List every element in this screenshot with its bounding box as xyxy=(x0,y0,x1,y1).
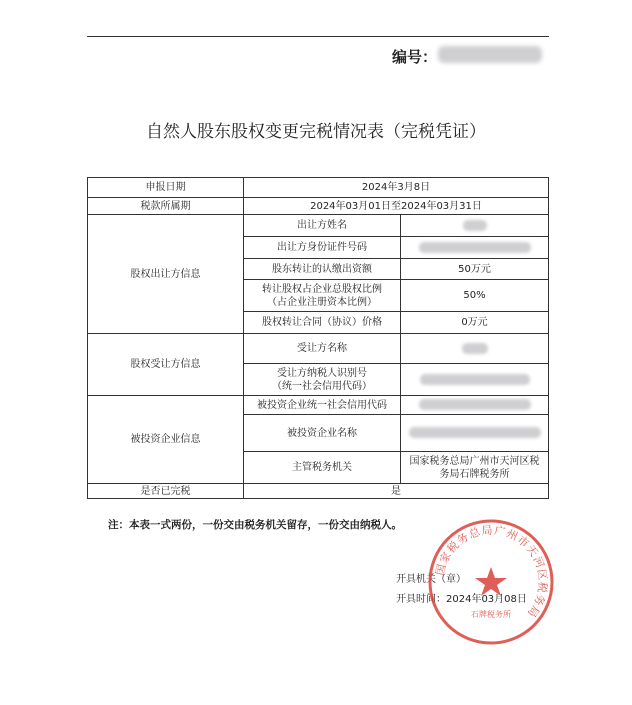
table-row xyxy=(88,215,549,237)
document-number-redacted xyxy=(438,46,542,63)
transferee-section-label: 股权受让方信息 xyxy=(88,334,244,396)
seal-inner-text: 石牌税务所 xyxy=(471,610,511,619)
transferee-tin-redacted xyxy=(401,364,549,396)
transferor-name-redacted xyxy=(401,215,549,237)
transferee-tin-label-line2: （统一社会信用代码） xyxy=(272,380,372,392)
invested-code-redacted xyxy=(401,396,549,415)
tax-period-label: 税款所属期 xyxy=(88,198,244,215)
invested-section-label: 被投资企业信息 xyxy=(88,396,244,484)
tax-period-value: 2024年03月01日至2024年03月31日 xyxy=(244,198,549,215)
official-seal-stamp xyxy=(426,517,556,647)
price-value: 0万元 xyxy=(401,312,549,334)
transferee-name-label: 受让方名称 xyxy=(244,334,401,364)
transferee-tin-label xyxy=(244,364,401,396)
transferee-tin-label-line1: 受让方纳税人识别号 xyxy=(277,367,367,379)
top-rule xyxy=(87,36,549,37)
ratio-label-line2: （占企业注册资本比例） xyxy=(267,296,377,308)
price-label: 股权转让合同（协议）价格 xyxy=(244,312,401,334)
transferee-name-redacted xyxy=(401,334,549,364)
invested-name-label: 被投资企业名称 xyxy=(244,415,401,452)
ratio-value: 50% xyxy=(401,280,549,312)
tax-authority-value: 国家税务总局广州市天河区税务局石牌税务所 xyxy=(401,452,549,484)
declare-date-label: 申报日期 xyxy=(88,178,244,198)
tax-form-table xyxy=(87,177,549,499)
seal-outer-text: 国家税务总局广州市天河区税务局 xyxy=(433,523,550,621)
invested-name-redacted xyxy=(401,415,549,452)
transferor-name-label: 出让方姓名 xyxy=(244,215,401,237)
capital-label: 股东转让的认缴出资额 xyxy=(244,259,401,280)
page-title: 自然人股东股权变更完税情况表（完税凭证） xyxy=(146,122,486,142)
paid-value: 是 xyxy=(244,484,549,499)
capital-value: 50万元 xyxy=(401,259,549,280)
issue-date-label: 开具时间： xyxy=(396,594,446,605)
footnote: 注：本表一式两份，一份交由税务机关留存，一份交由纳税人。 xyxy=(108,519,402,531)
table-row xyxy=(88,484,549,499)
table-row xyxy=(88,396,549,415)
document-number-label: 编号： xyxy=(392,48,438,66)
ratio-label xyxy=(244,280,401,312)
table-row xyxy=(88,334,549,364)
tax-authority-label: 主管税务机关 xyxy=(244,452,401,484)
invested-code-label: 被投资企业统一社会信用代码 xyxy=(244,396,401,415)
table-row xyxy=(88,198,549,215)
transferor-section-label: 股权出让方信息 xyxy=(88,215,244,334)
issuer-label: 开具机关（章） xyxy=(396,574,466,585)
issue-date-value: 2024年03月08日 xyxy=(446,594,527,605)
transferor-id-redacted xyxy=(401,237,549,259)
paid-label: 是否已完税 xyxy=(88,484,244,499)
declare-date-value: 2024年3月8日 xyxy=(244,178,549,198)
transferor-id-label: 出让方身份证件号码 xyxy=(244,237,401,259)
ratio-label-line1: 转让股权占企业总股权比例 xyxy=(262,283,382,295)
table-row xyxy=(88,178,549,198)
